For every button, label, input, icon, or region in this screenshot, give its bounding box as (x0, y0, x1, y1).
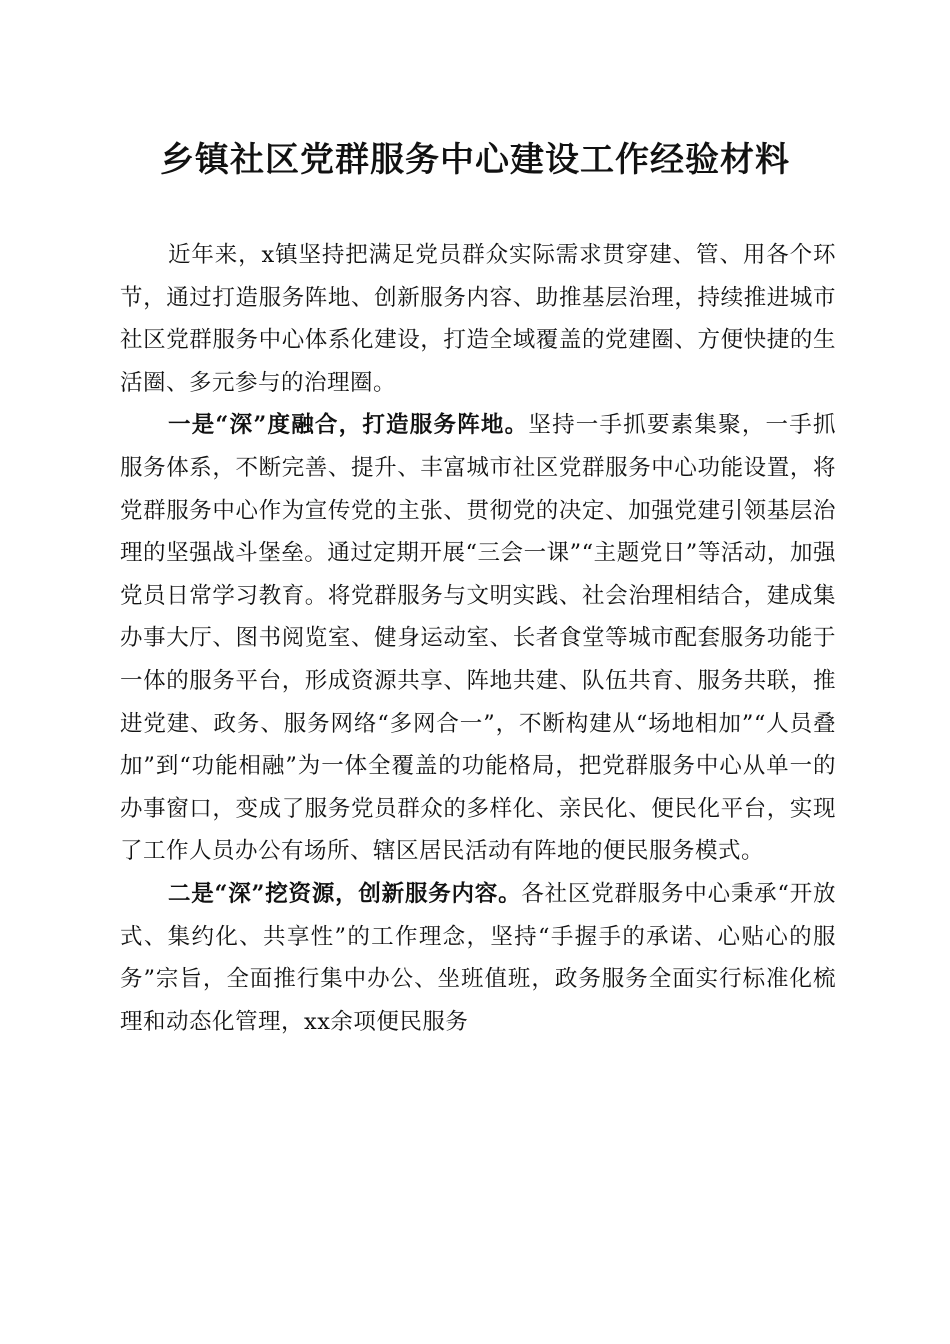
paragraph-point-two (120, 873, 836, 1043)
document-body (120, 234, 836, 1043)
paragraph-text: 坚持一手抓要素集聚，一手抓服务体系，不断完善、提升、丰富城市社区党群服务中心功能设置，将党群服务中心作为宣传党的主张、贯彻党的决定、加强党建引领基层治理的坚强战斗堡垒。通过定期开展“三会一课”“主题党日”等活动，加强党员日常学习教育。将党群服务与文明实践、社会治理相结合，建成集办事大厅、图书阅览室、健身运动室、长者食堂等城市配套服务功能于一体的服务平台，形成资源共享、阵地共建、队伍共育、服务共联，推进党建、政务、服务网络“多网合一”，不断构建从“场地相加”“人员叠加”到“功能相融”为一体全覆盖的功能格局，把党群服务中心从单一的办事窗口，变成了服务党员群众的多样化、亲民化、便民化平台，实现了工作人员办公有场所、辖区居民活动有阵地的便民服务模式。 (120, 412, 836, 865)
paragraph-point-one (120, 404, 836, 873)
paragraph-lead: 二是“深”挖资源，创新服务内容。 (168, 880, 522, 907)
paragraph-lead: 一是“深”度融合，打造服务阵地。 (168, 412, 529, 439)
paragraph-text: 近年来，x镇坚持把满足党员群众实际需求贯穿建、管、用各个环节，通过打造服务阵地、创新服务内容、助推基层治理，持续推进城市社区党群服务中心体系化建设，打造全域覆盖的党建圈、方便快捷的生活圈、多元参与的治理圈。 (120, 242, 836, 396)
paragraph-text: 各社区党群服务中心秉承“开放式、集约化、共享性”的工作理念，坚持“手握手的承诺、心贴心的服务”宗旨，全面推行集中办公、坐班值班，政务服务全面实行标准化梳理和动态化管理，xx余项便民服务 (120, 880, 836, 1035)
document-title: 乡镇社区党群服务中心建设工作经验材料 (160, 140, 790, 180)
paragraph-intro (120, 234, 836, 404)
